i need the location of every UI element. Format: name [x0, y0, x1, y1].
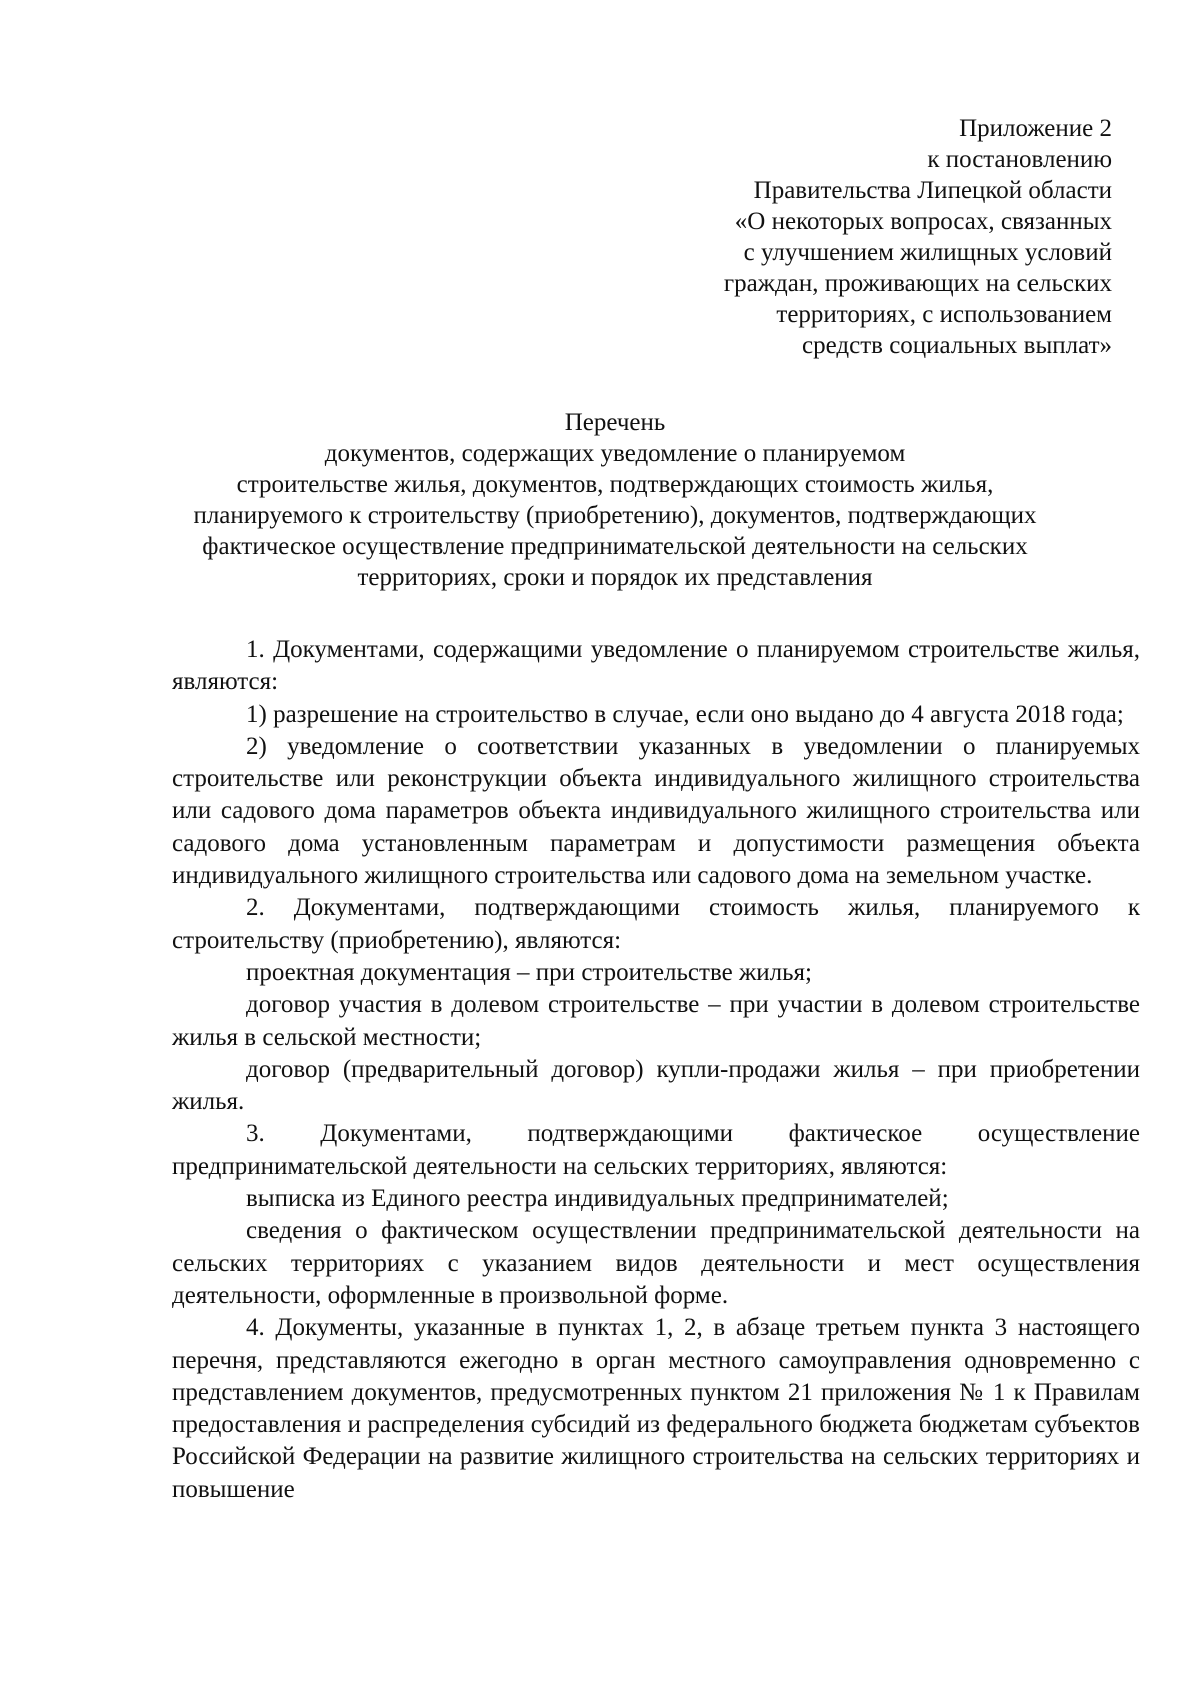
paragraph-subitem-2-a: проектная документация – при строительстве жилья;: [246, 958, 812, 986]
paragraph-item-2: 2. Документами, подтверждающими стоимость жилья, планируемого к строительству (приобретению), являются:: [172, 894, 1140, 954]
approval-line: территориях, с использованием: [776, 301, 1112, 328]
title-heading: Перечень: [564, 409, 666, 436]
paragraph-subitem-3-a: выписка из Единого реестра индивидуальных предпринимателей;: [246, 1185, 949, 1213]
paragraph-item-1: 1. Документами, содержащими уведомление о планируемом строительстве жилья, являются:: [172, 636, 1140, 696]
approval-block: [552, 113, 1112, 361]
title-subtitle-line: фактическое осуществление предпринимательской деятельности на сельских: [202, 533, 1028, 560]
paragraph-subitem-1-1: 1) разрешение на строительство в случае, если оно выдано до 4 августа 2018 года;: [246, 700, 1124, 728]
title-subtitle-line: планируемого к строительству (приобретению), документов, подтверждающих: [193, 502, 1037, 529]
approval-line: Приложение 2: [959, 115, 1112, 142]
approval-line: средств социальных выплат»: [802, 332, 1112, 359]
paragraph-subitem-2-c: договор (предварительный договор) купли-продажи жилья – при приобретении жилья.: [172, 1055, 1140, 1116]
approval-line: Правительства Липецкой области: [753, 177, 1112, 204]
approval-line: граждан, проживающих на сельских: [723, 270, 1112, 297]
document-body: [172, 634, 1140, 1506]
paragraph-subitem-1-2: 2) уведомление о соответствии указанных в уведомлении о планируемых строительстве или реконструкции объекта индивидуального жилищного строительства или садового дома параметров объекта индивидуального жилищного строительства или садового дома установленным параметрам и допустимости размещения объекта индивидуального жилищного строительства или садового дома на земельном участке.: [172, 732, 1140, 890]
title-subtitle-line: документов, содержащих уведомление о планируемом: [324, 440, 906, 467]
paragraph-subitem-2-b: договор участия в долевом строительстве – при участии в долевом строительстве жилья в сельской местности;: [172, 991, 1140, 1051]
paragraph-subitem-3-b: сведения о фактическом осуществлении предпринимательской деятельности на сельских территориях с указанием видов деятельности и мест осуществления деятельности, оформленные в произвольной форме.: [172, 1217, 1140, 1309]
paragraph-item-3: 3. Документами, подтверждающими фактическое осуществление предпринимательской деятельности на сельских территориях, являются:: [172, 1120, 1140, 1180]
document-title: [110, 407, 1120, 593]
approval-line: к постановлению: [927, 146, 1112, 173]
paragraph-item-4: 4. Документы, указанные в пунктах 1, 2, в абзаце третьем пункта 3 настоящего перечня, представляются ежегодно в орган местного самоуправления одновременно с представлением документов, предусмотренных пунктом 21 приложения № 1 к Правилам предоставления и распределения субсидий из федерального бюджета бюджетам субъектов Российской Федерации на развитие жилищного строительства на сельских территориях и повышение: [172, 1314, 1140, 1503]
title-subtitle-line: территориях, сроки и порядок их представления: [357, 564, 873, 591]
approval-line: «О некоторых вопросах, связанных: [734, 208, 1112, 235]
title-subtitle-line: строительстве жилья, документов, подтверждающих стоимость жилья,: [236, 471, 994, 498]
approval-line: с улучшением жилищных условий: [743, 239, 1112, 266]
